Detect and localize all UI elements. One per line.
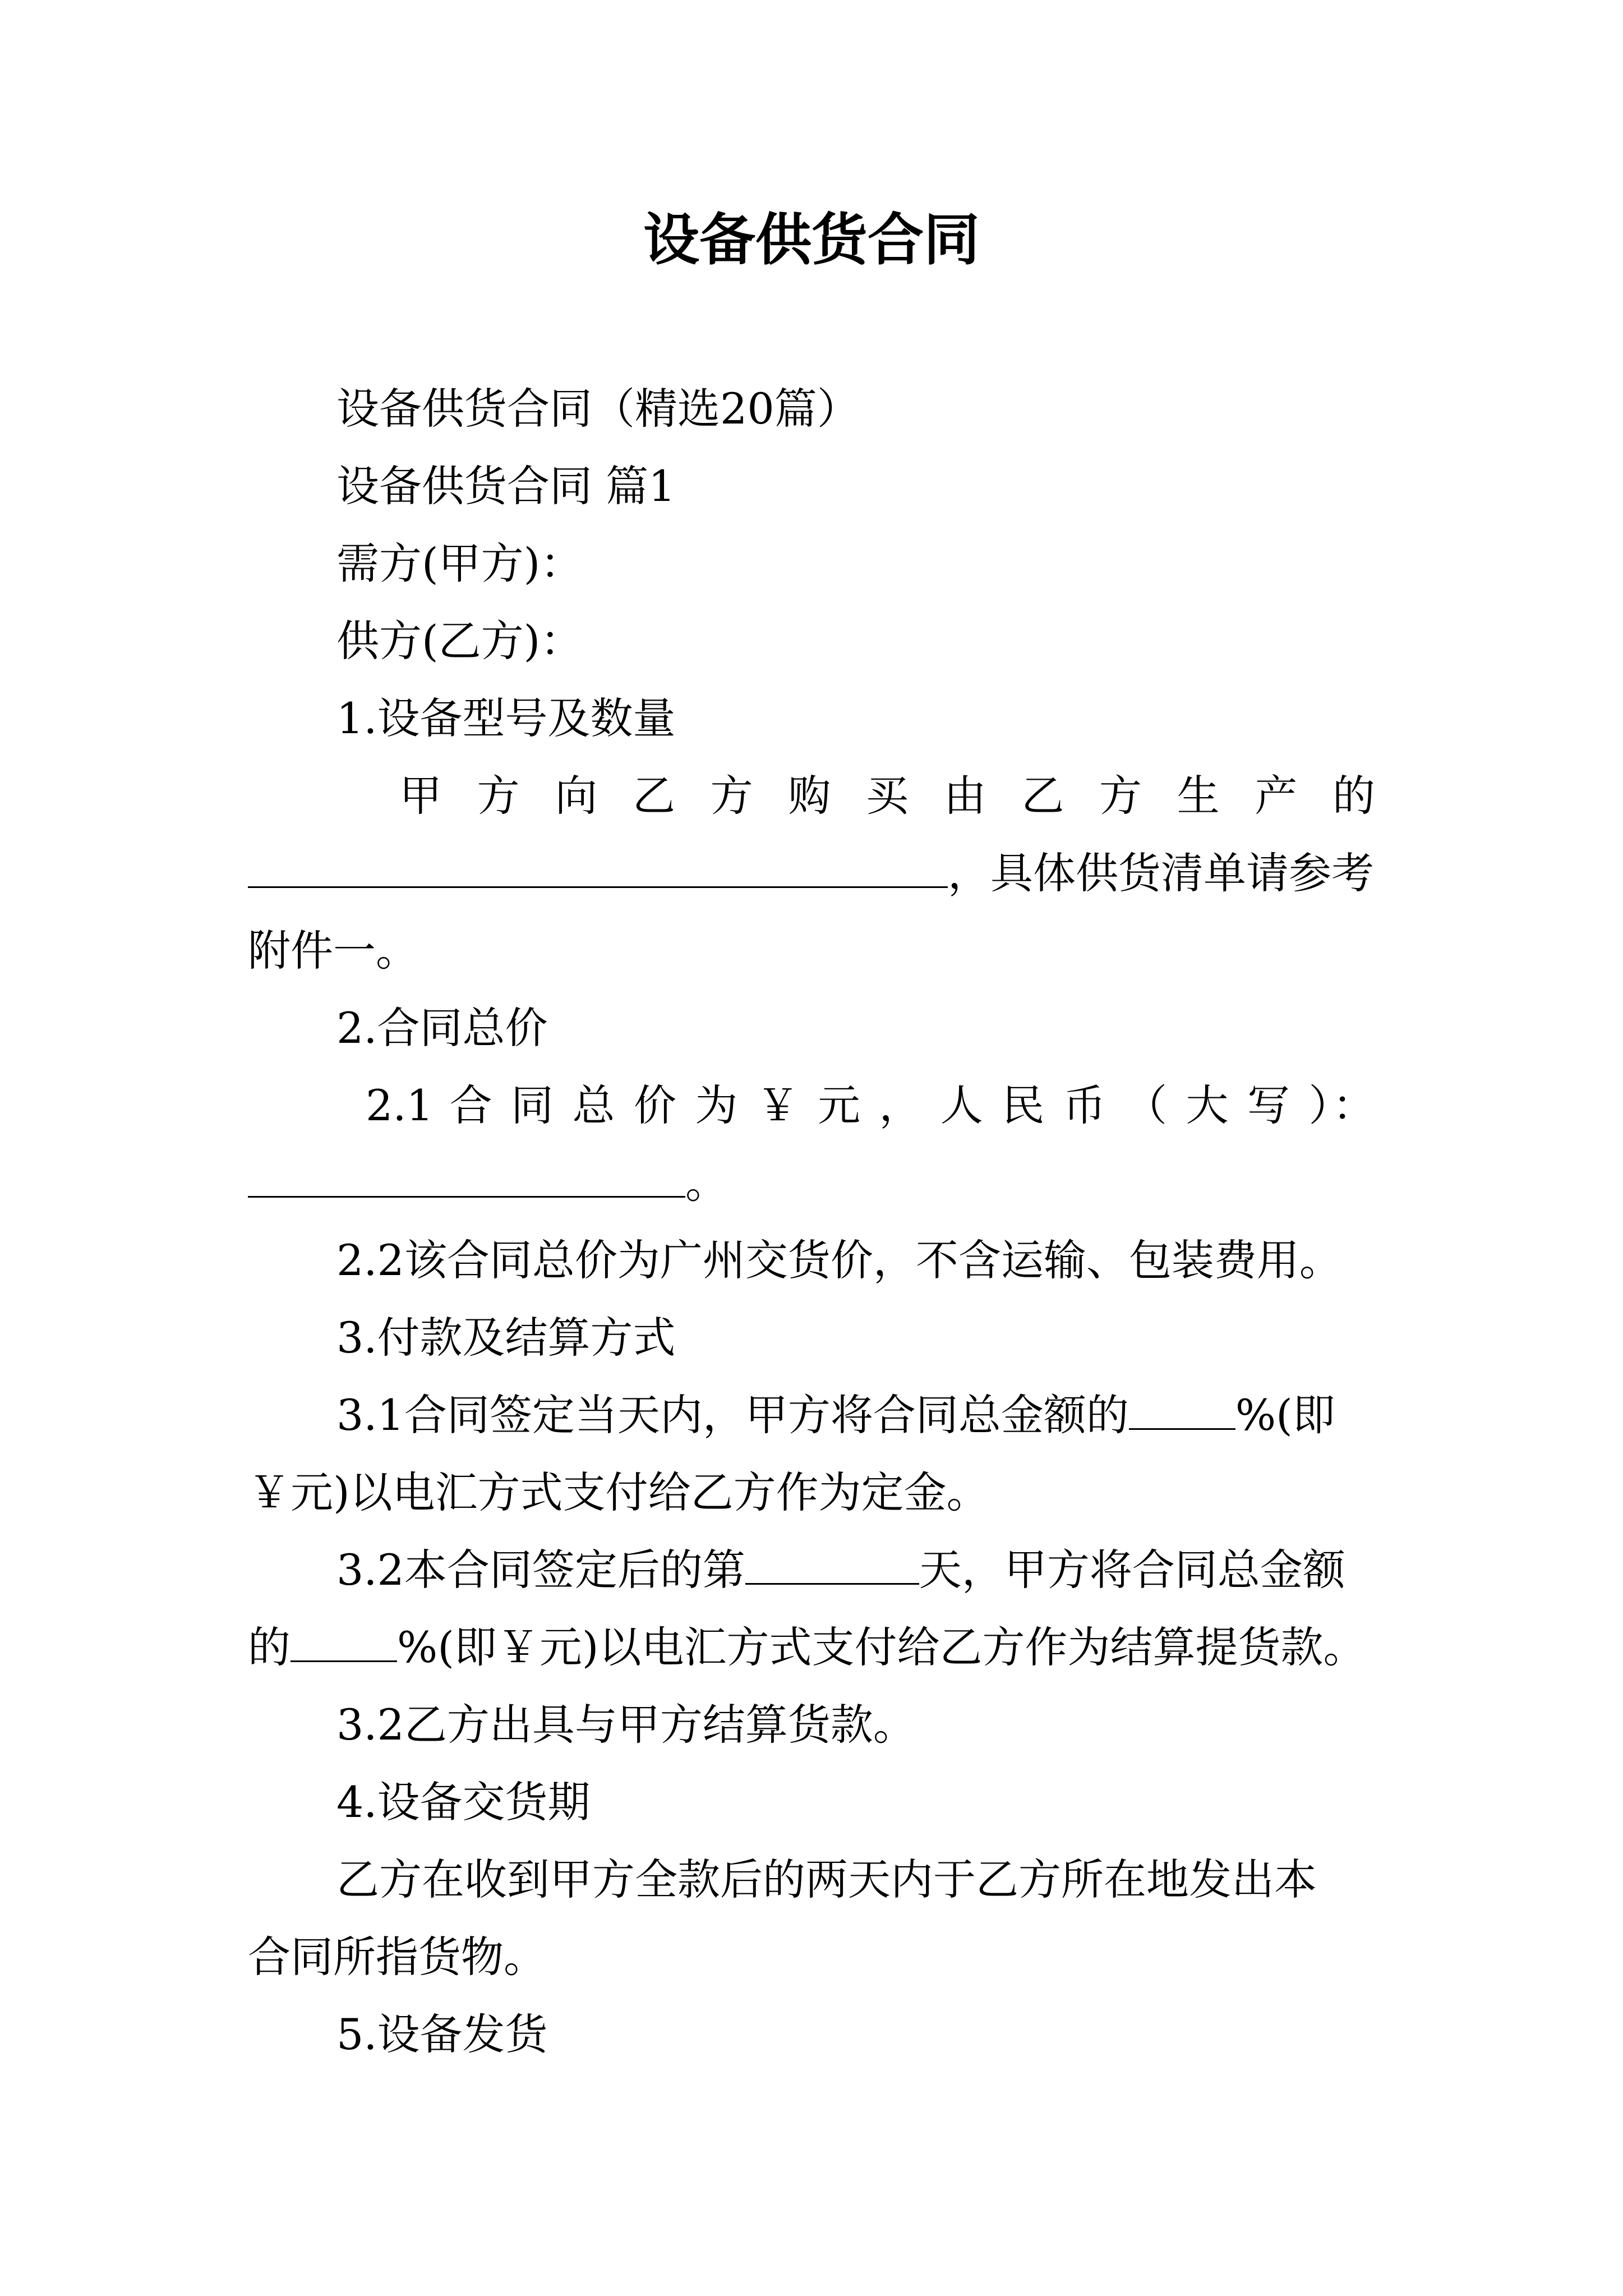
section-4-heading: 4.设备交货期 [336,1777,591,1827]
fill-blank[interactable] [1129,1389,1235,1430]
party-a-label: 需方(甲方)： [336,539,583,588]
section-5-heading: 5.设备发货 [336,2009,548,2059]
fill-blank[interactable] [745,1544,919,1585]
section-1-paragraph-line1: 甲 方 向 乙 方 购 买 由 乙 方 生 产 的 [399,771,1375,821]
fill-blank[interactable] [248,1157,685,1198]
section-3-2-line2 [248,1617,1366,1678]
section-2-1-line2 [248,1152,728,1214]
section-3-2-text-d: %(即￥元)以电汇方式支付给乙方作为结算提货款。 [397,1622,1366,1672]
subtitle: 设备供货合同（精选20篇） [336,384,860,434]
fill-blank[interactable] [291,1621,397,1662]
section-3-1-line2: ￥元)以电汇方式支付给乙方作为定金。 [248,1467,989,1517]
section-3-heading: 3.付款及结算方式 [336,1313,676,1363]
section-3-1-line1 [336,1384,1335,1446]
section-3-2-text-c: 的 [248,1622,291,1672]
section-1-paragraph-line2-text: ，具体供货清单请参考 [948,848,1374,898]
section-2-1-line1: 2.1 合 同 总 价 为 ￥ 元 ， 人 民 币 （ 大 写 ）： [366,1080,1375,1130]
article-heading: 设备供货合同 篇1 [336,461,676,511]
section-1-paragraph-line2 [248,843,1374,904]
section-3-2-line1 [336,1539,1345,1601]
party-b-label: 供方(乙方)： [336,616,583,666]
fill-blank[interactable] [248,847,948,888]
section-2-1-line2-text: 。 [685,1158,728,1208]
section-4-line1: 乙方在收到甲方全款后的两天内于乙方所在地发出本 [336,1855,1317,1904]
section-2-2: 2.2该合同总价为广州交货价，不含运输、包装费用。 [336,1235,1342,1285]
section-2-heading: 2.合同总价 [336,1003,548,1053]
document-title: 设备供货合同 [643,207,980,273]
section-3-3: 3.2乙方出具与甲方结算货款。 [336,1700,916,1750]
section-3-1-text-a: 3.1合同签定当天内，甲方将合同总金额的 [336,1390,1129,1440]
section-1-heading: 1.设备型号及数量 [336,693,676,743]
section-3-2-text-a: 3.2本合同签定后的第 [336,1545,745,1595]
section-3-1-text-b: %(即 [1235,1390,1335,1440]
section-4-line2: 合同所指货物。 [248,1932,546,1982]
section-3-2-text-b: 天，甲方将合同总金额 [919,1545,1345,1595]
section-1-paragraph-line3: 附件一。 [248,926,418,976]
